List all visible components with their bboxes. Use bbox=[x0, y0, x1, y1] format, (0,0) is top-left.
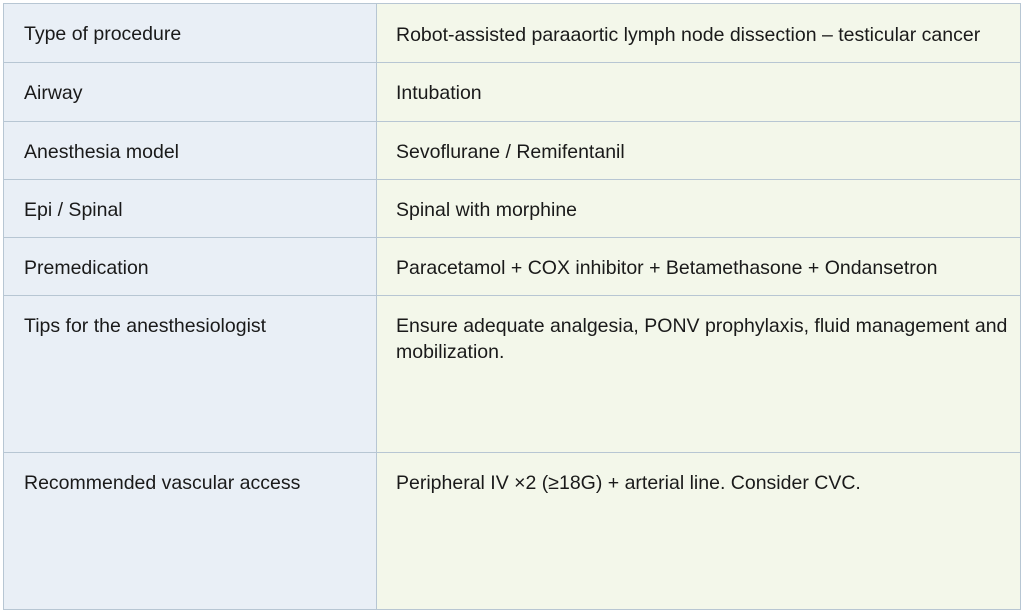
row-label-cell bbox=[4, 122, 377, 180]
table-row-vascular-access bbox=[4, 453, 1021, 610]
row-label: Epi / Spinal bbox=[24, 199, 123, 221]
row-label-cell bbox=[4, 4, 377, 63]
row-value-cell bbox=[377, 296, 1021, 453]
row-label: Recommended vascular access bbox=[24, 472, 301, 494]
row-value-cell bbox=[377, 238, 1021, 296]
row-value: Intubation bbox=[396, 82, 482, 104]
row-label: Anesthesia model bbox=[24, 141, 180, 163]
row-value: Ensure adequate analgesia, PONV prophylaxis, fluid management and mobilization. bbox=[396, 315, 1008, 363]
row-value: Spinal with morphine bbox=[396, 199, 578, 221]
row-value-cell bbox=[377, 63, 1021, 122]
table-row-premedication bbox=[4, 238, 1021, 296]
row-value-cell bbox=[377, 4, 1021, 63]
row-value: Paracetamol + COX inhibitor + Betamethasone + Ondansetron bbox=[396, 257, 938, 279]
row-label-cell bbox=[4, 296, 377, 453]
row-label: Airway bbox=[24, 82, 83, 104]
table-row-tips bbox=[4, 296, 1021, 453]
row-label: Type of procedure bbox=[24, 23, 182, 45]
row-value: Robot-assisted paraaortic lymph node dissection – testicular cancer bbox=[396, 24, 981, 46]
row-value-cell bbox=[377, 180, 1021, 238]
row-label-cell bbox=[4, 180, 377, 238]
row-value-cell bbox=[377, 453, 1021, 610]
row-value-cell bbox=[377, 122, 1021, 180]
row-label-cell bbox=[4, 238, 377, 296]
row-label-cell bbox=[4, 63, 377, 122]
table-row-type-of-procedure bbox=[4, 4, 1021, 63]
table-row-airway bbox=[4, 63, 1021, 122]
row-label: Premedication bbox=[24, 257, 149, 279]
row-label: Tips for the anesthesiologist bbox=[24, 315, 267, 337]
table-row-epi-spinal bbox=[4, 180, 1021, 238]
row-value: Peripheral IV ×2 (≥18G) + arterial line. Consider CVC. bbox=[396, 472, 861, 494]
table-row-anesthesia-model bbox=[4, 122, 1021, 180]
row-value: Sevoflurane / Remifentanil bbox=[396, 141, 625, 163]
anesthesia-procedure-table bbox=[3, 3, 1021, 610]
row-label-cell bbox=[4, 453, 377, 610]
